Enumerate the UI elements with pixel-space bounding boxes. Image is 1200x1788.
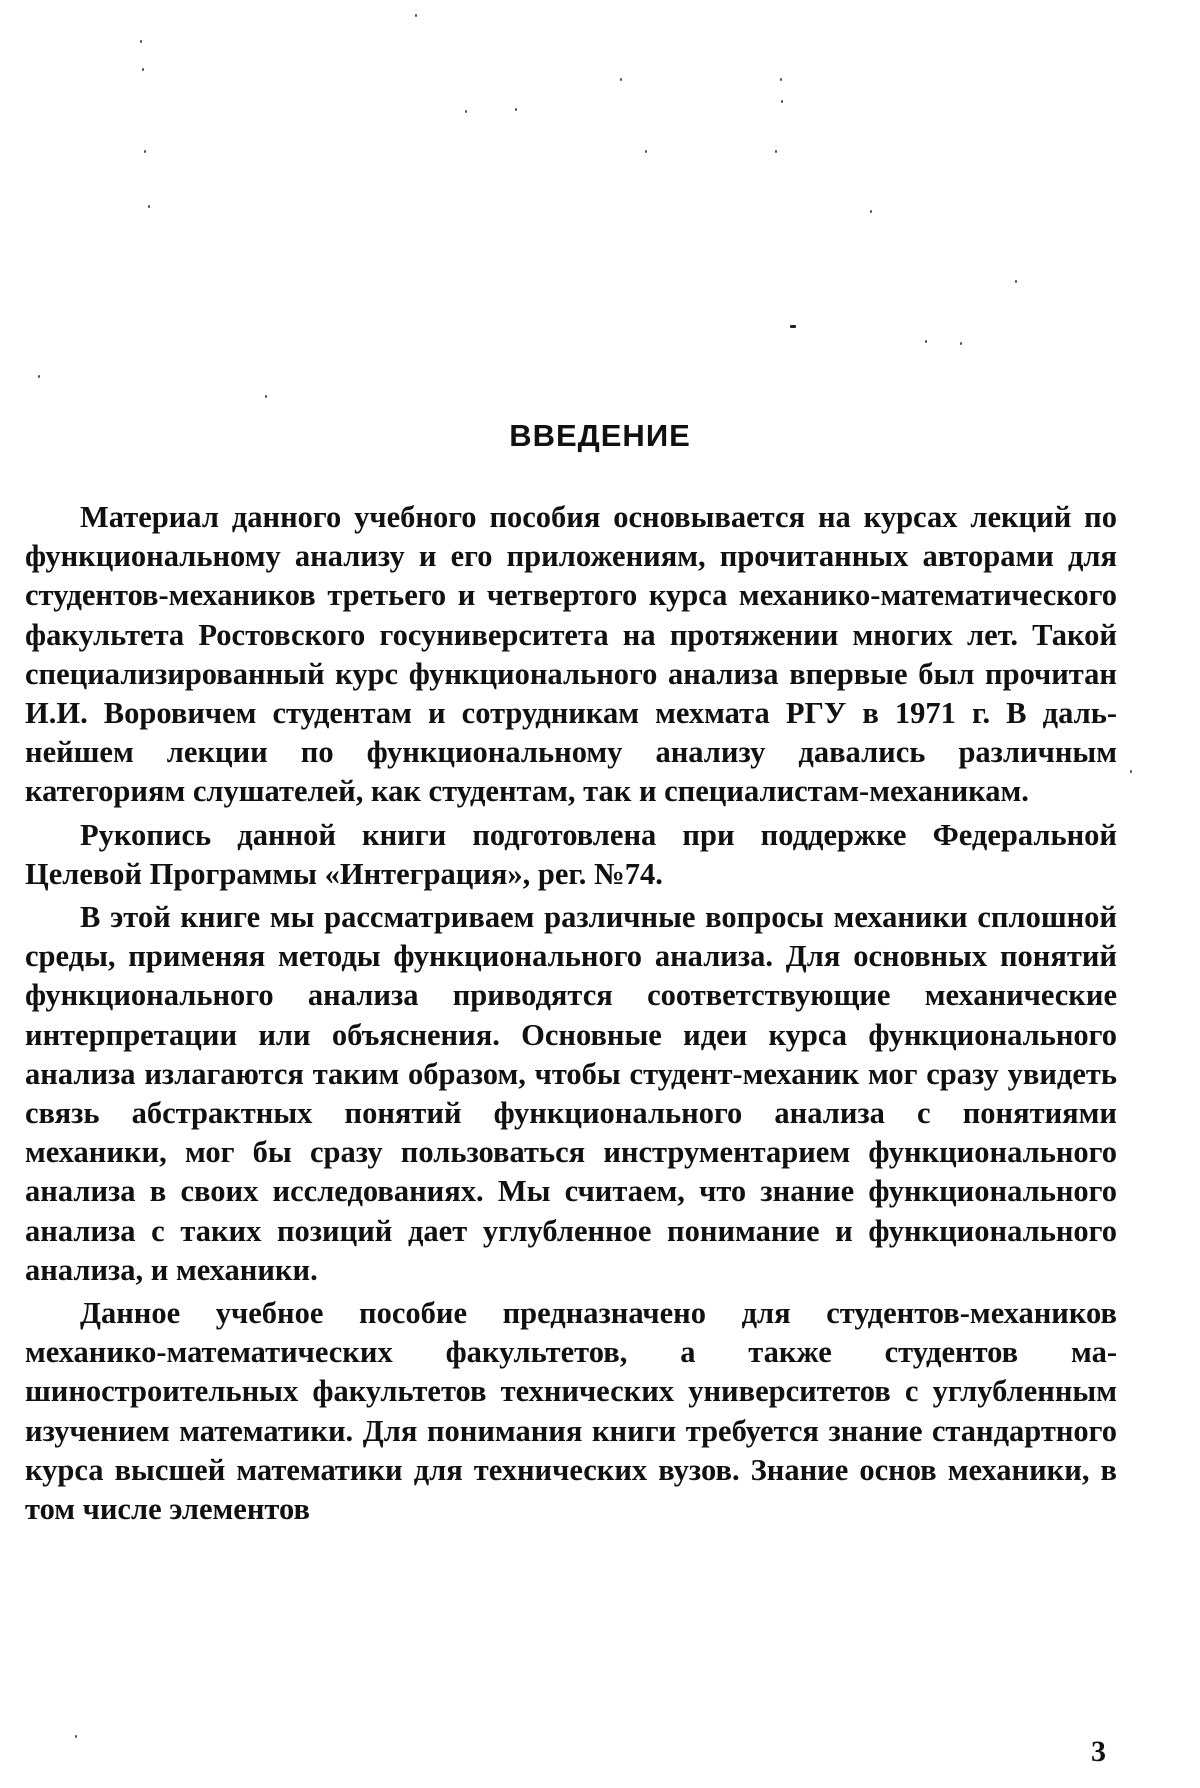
paragraph: В этой книге мы рассматриваем различные вопросы механики сплошной среды, применяя методы функционального анализа. Для основных понятий функционального анализа приводятся соответствующие механические интерпретации или объяснения. Основные идеи курса функционального анализа излагаются таким образом, чтобы студент-механик мог сразу увидеть связь абстрактных понятий функционального анализа с понятиями механики, мог бы сразу пользоваться инструментарием функционального анализа в своих исследованиях. Мы считаем, что знание функционального анализа с таких позиций дает углубленное понимание и функционального анализа, и механики. [25,900,1117,1287]
body-text [25,498,1117,1529]
chapter-heading: ВВЕДЕНИЕ [509,418,691,453]
paragraph: Рукопись данной книги подготовлена при поддержке Федеральной Целевой Программы «Интеграция», рег. №74. [25,817,1117,891]
paragraph: Данное учебное пособие предназначено для студентов-механиков механико-математических факультетов, а также студентов машиностроительных факультетов технических университетов с углубленным изучением математики. Для понимания книги требуется знание стандартного курса высшей математики для технических вузов. Знание основ механики, в том числе элементов [25,1296,1117,1527]
paragraph: Материал данного учебного пособия основывается на курсах лекций по функциональному анализу и его приложениям, прочитанных авторами для студентов-механиков третьего и четвертого курса механико-математического факультета Ростовского госуниверситета на протяжении многих лет. Такой специализированный курс функционального анализа впервые был прочитан И.И. Воровичем студентам и сотрудникам мехмата РГУ в 1971 г. В дальнейшем лекции по функциональному анализу давались различным категориям слушателей, как студентам, так и специалистам-механикам. [25,500,1117,809]
page-number: 3 [1091,1735,1106,1768]
